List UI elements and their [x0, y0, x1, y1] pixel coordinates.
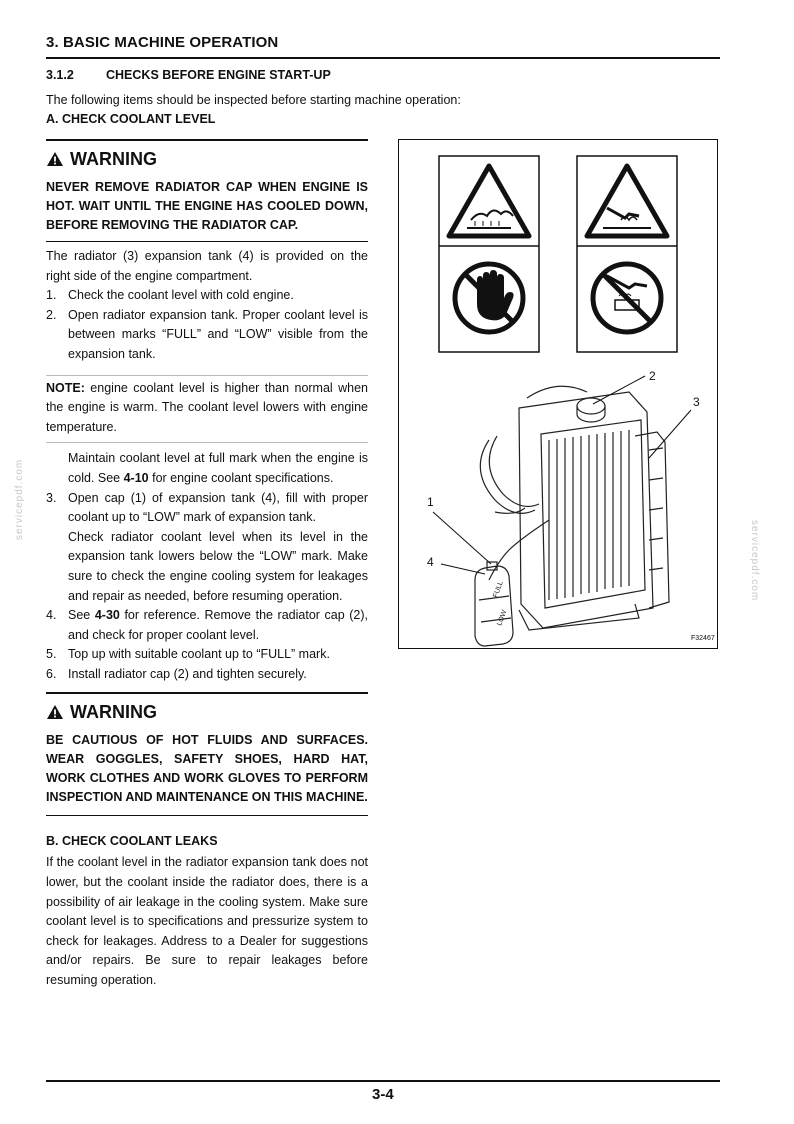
- step-text: Top up with suitable coolant up to “FULL” mark.: [68, 647, 330, 662]
- step-text-pre: See: [68, 608, 95, 623]
- step-text: Check radiator coolant level when its level in the expansion tank lowers below the “LOW” mark. Make sure to check the engine cooling system for leakages and repair as needed, before resuming operation.: [68, 529, 368, 603]
- list-item: [46, 645, 368, 665]
- warning1-heading: [46, 149, 368, 170]
- step-text-post: for reference. Remove the radiator cap (2), and check for proper coolant level.: [68, 608, 368, 642]
- list-item: [46, 665, 368, 685]
- warning2-text: BE CAUTIOUS OF HOT FLUIDS AND SURFACES. WEAR GOGGLES, SAFETY SHOES, HARD HAT, WORK CLOTHES AND WORK GLOVES TO PERFORM INSPECTION AND MAINTENANCE ON THIS MACHINE.: [46, 732, 368, 804]
- reference-4-30: 4-30: [94, 608, 120, 623]
- step-number: 5.: [46, 647, 57, 662]
- warning1-top-rule: [46, 139, 368, 141]
- page-header-title: 3. BASIC MACHINE OPERATION: [46, 34, 279, 51]
- warning1-bottom-rule: [46, 241, 368, 243]
- list-item: [46, 606, 368, 645]
- warning2-top-rule: [46, 692, 368, 694]
- figure-code: F32467: [691, 635, 715, 642]
- reference-4-10: 4-10: [123, 470, 149, 485]
- safety-label-left: [439, 156, 539, 352]
- steps-list-2: [46, 489, 368, 685]
- step-text: Check the coolant level with cold engine.: [68, 288, 294, 303]
- warning2-bottom-rule: [46, 815, 368, 817]
- figure-box: [398, 139, 718, 649]
- left-column: [46, 139, 368, 991]
- page-number: 3-4: [372, 1086, 394, 1103]
- tank-full-mark: FULL: [492, 580, 505, 599]
- subsection-b-text: If the coolant level in the radiator expansion tank does not lower, but the coolant inside the radiator does, there is a possibility of air leakage in the cooling system. Make sure coolant level is to specifications and pressurize system to check for leakages. Address to a Dealer for suggestions and/or repairs. Be sure to repair leakages before resuming operation.: [46, 855, 368, 988]
- note-paragraph: [46, 379, 368, 438]
- expansion-tank-drawing: [475, 562, 513, 646]
- warning-triangle-icon: [46, 704, 64, 720]
- list-item: [46, 489, 368, 528]
- step-text: Install radiator cap (2) and tighten securely.: [68, 666, 307, 681]
- note-top-rule: [46, 375, 368, 376]
- continued-text: [46, 449, 368, 488]
- watermark-right: servicepdf.com: [749, 520, 760, 602]
- continued-pre: Maintain coolant level at full mark when the engine is cold. See: [68, 451, 368, 485]
- subsection-a-title: A. CHECK COOLANT LEVEL: [46, 112, 216, 126]
- note-bottom-rule: [46, 442, 368, 443]
- steps-list-1: [46, 286, 368, 364]
- callout-4: 4: [427, 555, 434, 569]
- radiator-drawing: [480, 386, 669, 630]
- list-item: [46, 528, 368, 606]
- intro-text: The following items should be inspected before starting machine operation:: [46, 93, 461, 107]
- callout-leaders: [433, 376, 691, 574]
- warning-triangle-icon: [46, 151, 64, 167]
- list-item: [46, 306, 368, 365]
- watermark-left: servicepdf.com: [14, 458, 25, 540]
- tank-low-mark: LOW: [496, 609, 509, 627]
- section-number: 3.1.2: [46, 68, 74, 82]
- subsection-b-title: B. CHECK COOLANT LEAKS: [46, 834, 218, 849]
- callout-1: 1: [427, 495, 434, 509]
- step-text: Open radiator expansion tank. Proper coolant level is between marks “FULL” and “LOW” visible from the expansion tank.: [68, 307, 368, 361]
- callout-2: 2: [649, 369, 656, 383]
- list-item: [46, 286, 368, 306]
- step-number: 6.: [46, 666, 57, 681]
- warning1-text: NEVER REMOVE RADIATOR CAP WHEN ENGINE IS HOT. WAIT UNTIL THE ENGINE HAS COOLED DOWN, BEFORE REMOVING THE RADIATOR CAP.: [46, 179, 368, 232]
- section-title: CHECKS BEFORE ENGINE START-UP: [106, 68, 331, 82]
- warning1-title: WARNING: [70, 148, 157, 169]
- callout-3: 3: [693, 395, 700, 409]
- step-number: 2.: [46, 307, 57, 322]
- figure-illustration: [399, 140, 717, 648]
- radiator-paragraph: The radiator (3) expansion tank (4) is provided on the right side of the engine compartment.: [46, 249, 368, 283]
- section-heading: [46, 68, 331, 82]
- footer-divider: [46, 1080, 720, 1082]
- safety-label-right: [577, 156, 677, 352]
- step-text: Open cap (1) of expansion tank (4), fill with proper coolant up to “LOW” mark of expansion tank.: [68, 490, 368, 525]
- note-label: NOTE:: [46, 380, 85, 395]
- warning2-heading: [46, 702, 368, 723]
- note-text: engine coolant level is higher than normal when the engine is warm. The coolant level lowers with engine temperature.: [46, 380, 368, 434]
- step-number: 1.: [46, 288, 57, 303]
- continued-post: for engine coolant specifications.: [148, 470, 334, 485]
- step-number: 3.: [46, 490, 57, 505]
- step-number: 4.: [46, 608, 57, 623]
- header-divider: [46, 57, 720, 59]
- warning2-title: WARNING: [70, 701, 157, 722]
